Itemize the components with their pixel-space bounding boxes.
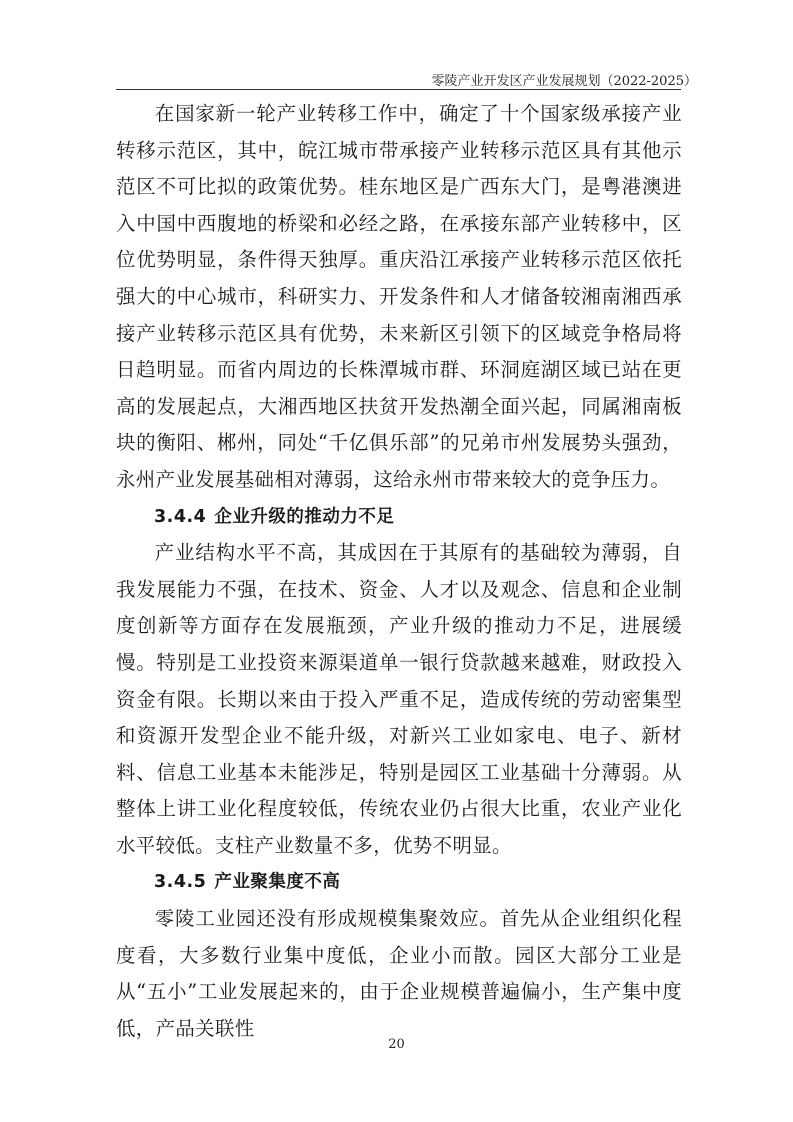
paragraph-upgrade-momentum: 产业结构水平不高，其成因在于其原有的基础较为薄弱，自我发展能力不强，在技术、资金、人才以及观念、信息和企业制度创新等方面存在发展瓶颈，产业升级的推动力不足，进展缓慢。特别是工业投资来源渠道单一银行贷款越来越难，财政投入资金有限。长期以来由于投入严重不足，造成传统的劳动密集型和资源开发型企业不能升级，对新兴工业如家电、电子、新材料、信息工业基本未能涉足，特别是园区工业基础十分薄弱。从整体上讲工业化程度较低，传统农业仍占很大比重，农业产业化水平较低。支柱产业数量不多，优势不明显。 [116, 541, 682, 857]
running-header: 零陵产业开发区产业发展规划（2022-2025） [431, 74, 697, 89]
body-text [116, 96, 682, 1047]
section-number: 3.4.5 [154, 872, 207, 893]
section-title: 产业聚集度不高 [214, 872, 341, 893]
header-rule [116, 89, 681, 90]
section-title: 企业升级的推动力不足 [214, 506, 395, 527]
paragraph-industry-clustering: 零陵工业园还没有形成规模集聚效应。首先从企业组织化程度看，大多数行业集中度低，企业小而散。园区大部分工业是从“五小”工业发展起来的，由于企业规模普遍偏小，生产集中度低，产品关联性 [116, 907, 682, 1040]
section-heading-3-4-4 [116, 499, 682, 536]
paragraph-regional-competition: 在国家新一轮产业转移工作中，确定了十个国家级承接产业转移示范区，其中，皖江城市带承接产业转移示范区具有其他示范区不可比拟的政策优势。桂东地区是广西东大门，是粤港澳进入中国中西腹地的桥梁和必经之路，在承接东部产业转移中，区位优势明显，条件得天独厚。重庆沿江承接产业转移示范区依托强大的中心城市，科研实力、开发条件和人才储备较湘南湘西承接产业转移示范区具有优势，未来新区引领下的区域竞争格局将日趋明显。而省内周边的长株潭城市群、环洞庭湖区域已站在更高的发展起点，大湘西地区扶贫开发热潮全面兴起，同属湘南板块的衡阳、郴州，同处“千亿俱乐部”的兄弟市州发展势头强劲，永州产业发展基础相对薄弱，这给永州市带来较大的竞争压力。 [116, 102, 682, 491]
page-number: 20 [388, 1037, 405, 1052]
section-number: 3.4.4 [154, 506, 207, 527]
section-heading-3-4-5 [116, 864, 682, 901]
